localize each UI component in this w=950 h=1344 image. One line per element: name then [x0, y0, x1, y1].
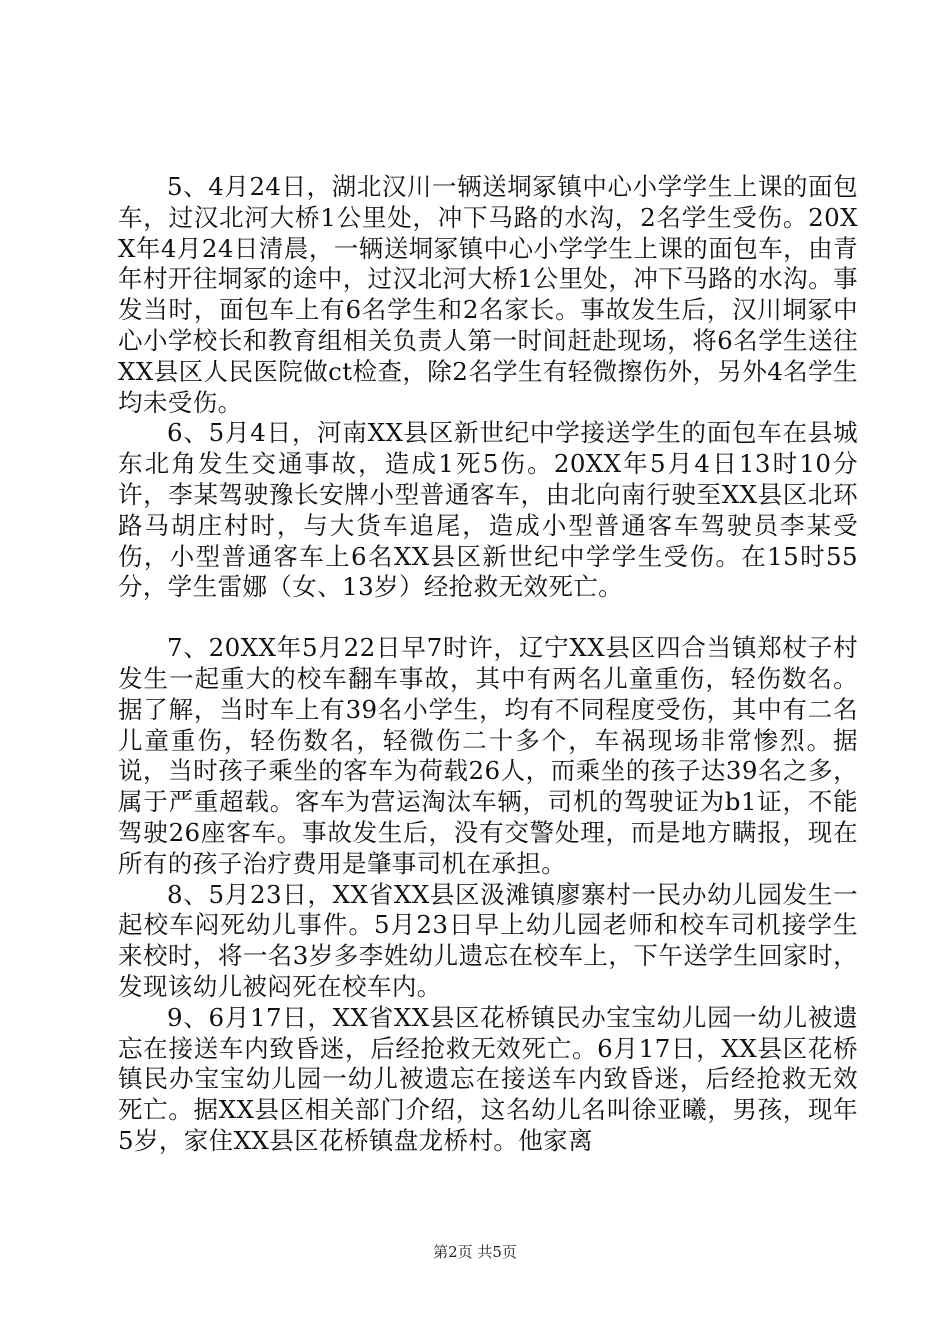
document-body: [118, 172, 858, 1157]
paragraph-9: 9、6月17日，XX省XX县区花桥镇民办宝宝幼儿园一幼儿被遗忘在接送车内致昏迷，后经抢救无效死亡。6月17日，XX县区花桥镇民办宝宝幼儿园一幼儿被遗忘在接送车内致昏迷，后经抢救无效死亡。据XX县区相关部门介绍，这名幼儿名叫徐亚曦，男孩，现年5岁，家住XX县区花桥镇盘龙桥村。他家离: [118, 1002, 858, 1155]
paragraph-6: 6、5月4日，河南XX县区新世纪中学接送学生的面包车在县城东北角发生交通事故，造成1死5伤。20XX年5月4日13时10分许，李某驾驶豫长安牌小型普通客车，由北向南行驶至XX县区北环路马胡庄村时，与大货车追尾，造成小型普通客车驾驶员李某受伤，小型普通客车上6名XX县区新世纪中学学生受伤。在15时55分，学生雷娜（女、13岁）经抢救无效死亡。: [118, 418, 858, 602]
paragraph-7: 7、20XX年5月22日早7时许，辽宁XX县区四合当镇郑杖子村发生一起重大的校车翻车事故，其中有两名儿童重伤，轻伤数名。据了解，当时车上有39名小学生，均有不同程度受伤，其中有二名儿童重伤，轻伤数名，轻微伤二十多个，车祸现场非常惨烈。据说，当时孩子乘坐的客车为荷载26人，而乘坐的孩子达39名之多，属于严重超载。客车为营运淘汰车辆，司机的驾驶证为b1证，不能驾驶26座客车。事故发生后，没有交警处理，而是地方瞒报，现在所有的孩子治疗费用是肇事司机在承担。: [118, 633, 858, 878]
paragraph-5: 5、4月24日，湖北汉川一辆送垌冢镇中心小学学生上课的面包车，过汉北河大桥1公里处，冲下马路的水沟，2名学生受伤。20XX年4月24日清晨，一辆送垌冢镇中心小学学生上课的面包车，由青年村开往垌冢的途中，过汉北河大桥1公里处，冲下马路的水沟。事发当时，面包车上有6名学生和2名家长。事故发生后，汉川垌冢中心小学校长和教育组相关负责人第一时间赶赴现场，将6名学生送往XX县区人民医院做ct检查，除2名学生有轻微擦伤外，另外4名学生均未受伤。: [118, 172, 858, 417]
page-footer: 第2页 共5页: [433, 1243, 517, 1261]
paragraph-8: 8、5月23日，XX省XX县区汲滩镇廖寨村一民办幼儿园发生一起校车闷死幼儿事件。5月23日早上幼儿园老师和校车司机接学生来校时，将一名3岁多李姓幼儿遗忘在校车上，下午送学生回家时，发现该幼儿被闷死在校车内。: [118, 879, 858, 1001]
paragraph-spacer: [118, 603, 858, 633]
